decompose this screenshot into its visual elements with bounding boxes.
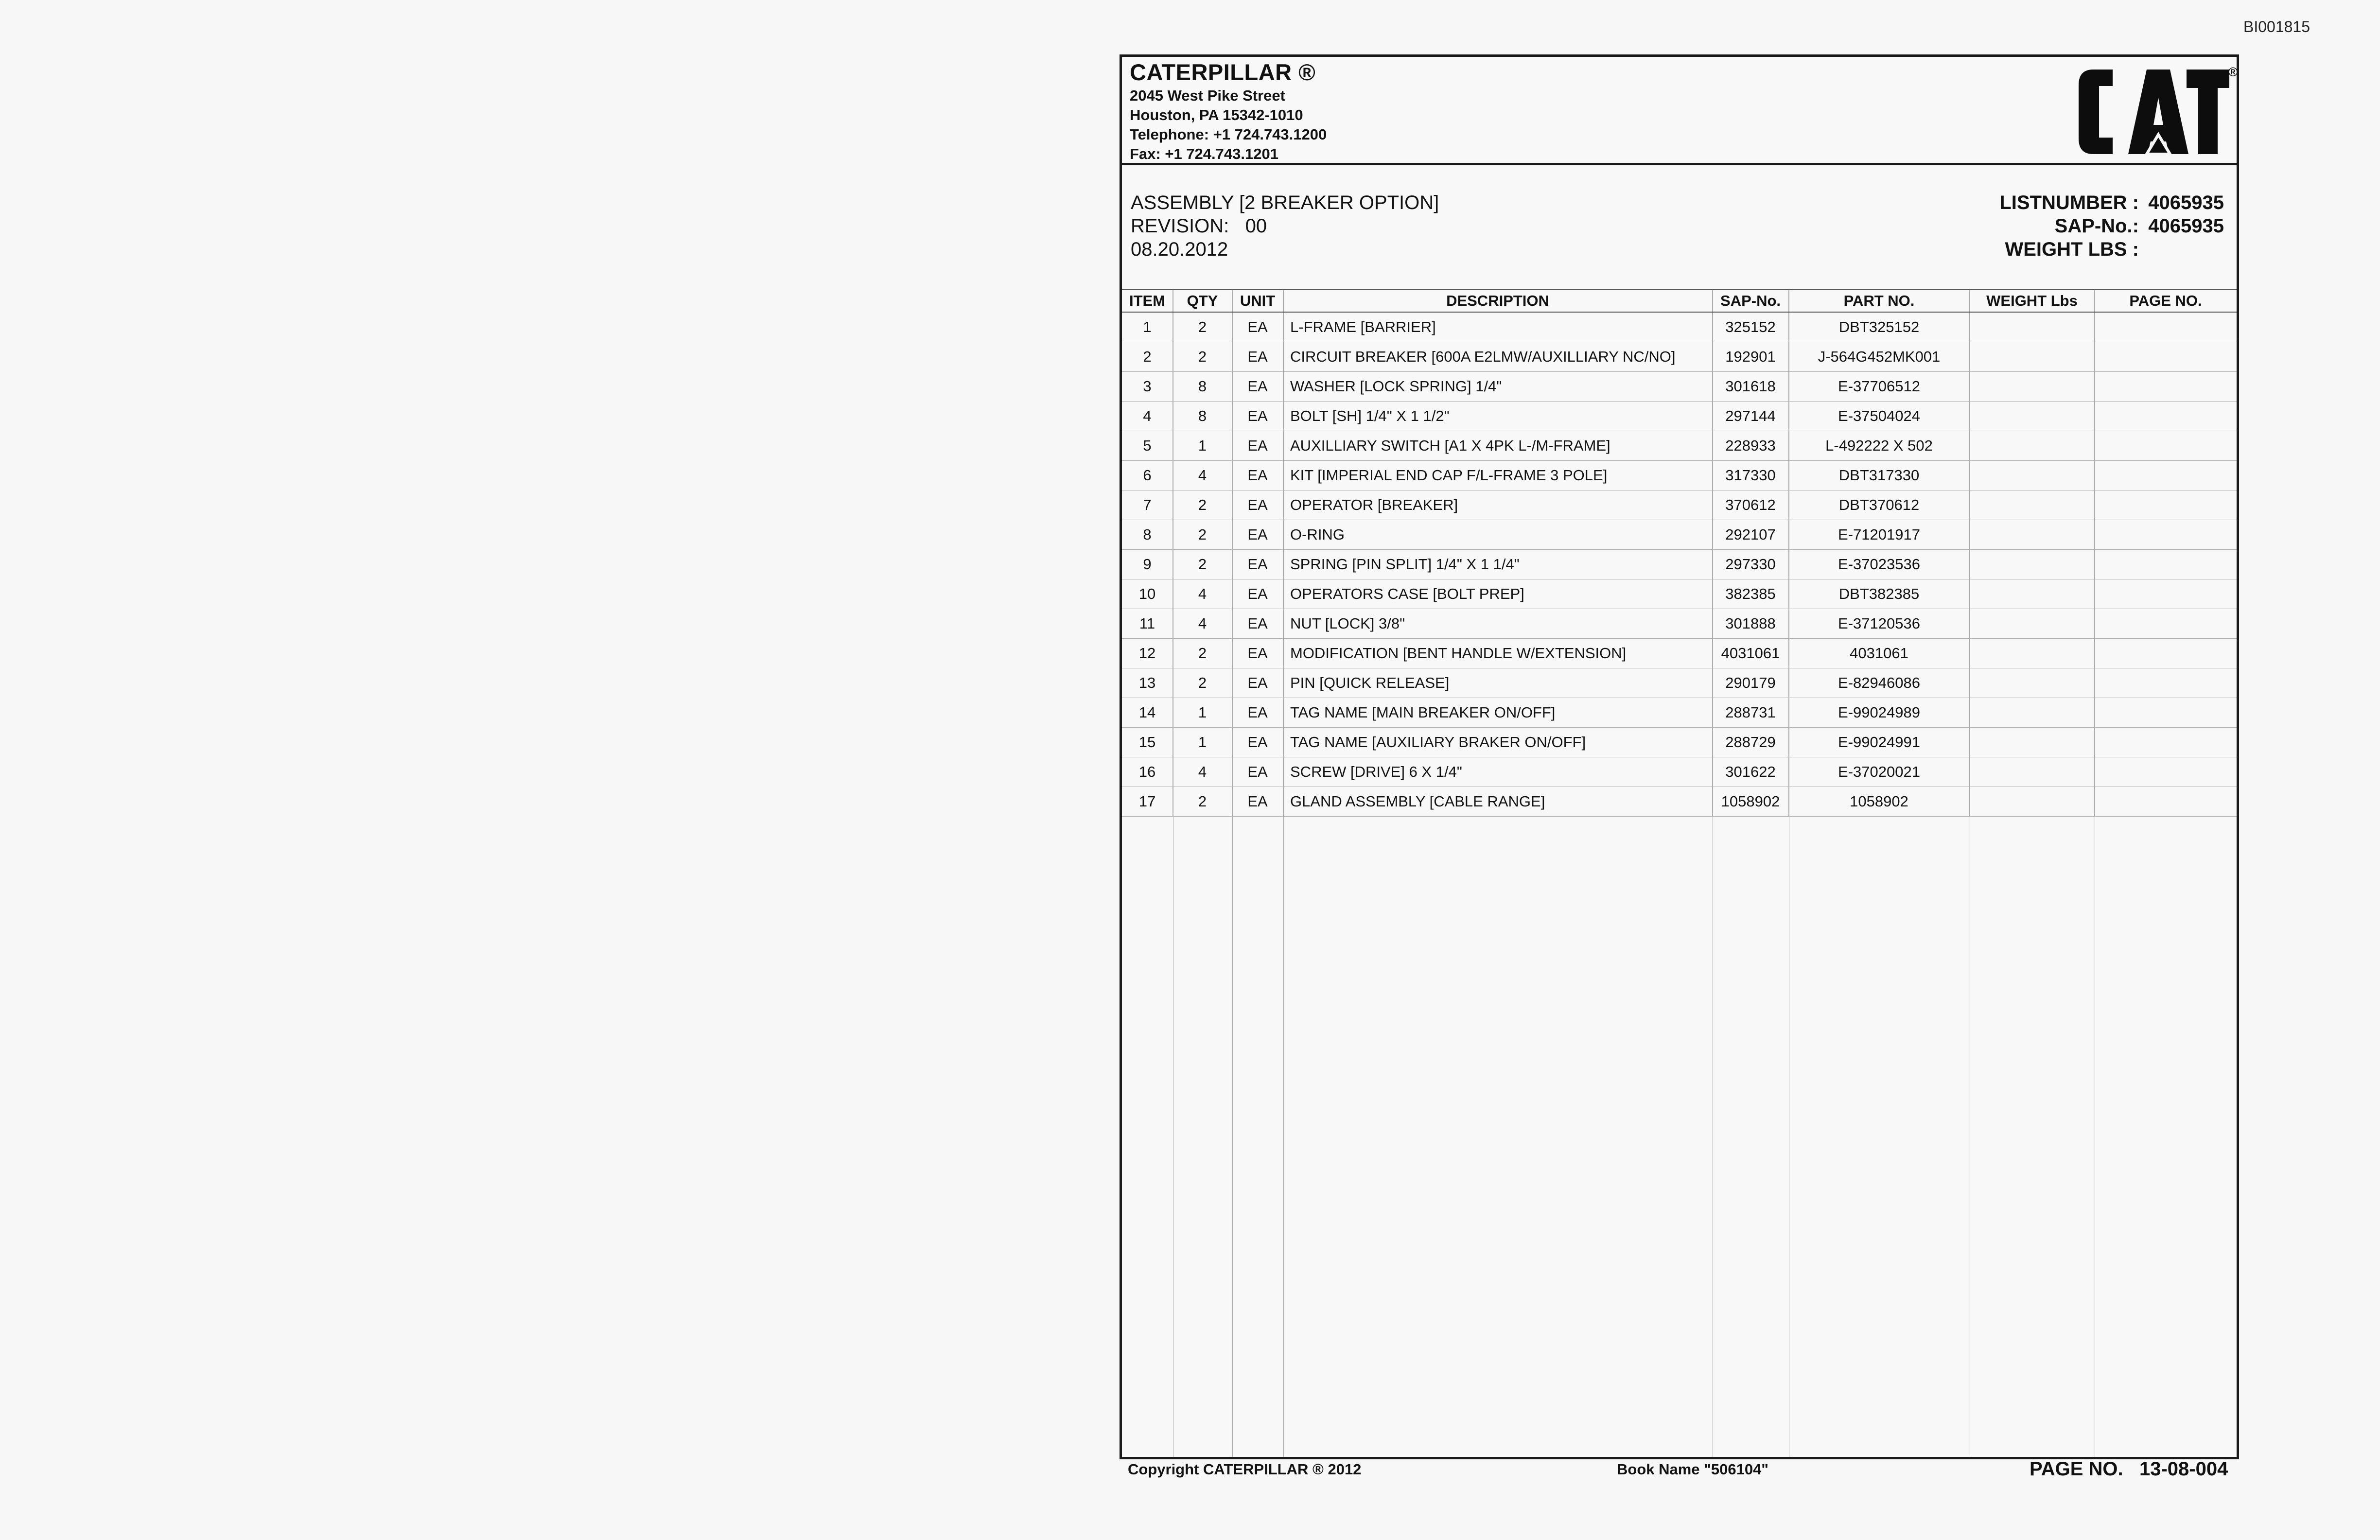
assembly-title-block — [1131, 191, 1439, 261]
cell-unit: EA — [1232, 342, 1283, 371]
cell-page — [2095, 787, 2237, 816]
cell-sap: 228933 — [1713, 431, 1789, 460]
cell-item: 11 — [1122, 609, 1173, 638]
cell-sap: 1058902 — [1713, 787, 1789, 816]
table-row — [1122, 579, 2237, 609]
company-telephone: Telephone: +1 724.743.1200 — [1130, 126, 1327, 143]
cell-weight — [1970, 639, 2095, 668]
cell-unit: EA — [1232, 698, 1283, 727]
header-item: ITEM — [1122, 290, 1173, 312]
listnumber-row — [1999, 191, 2224, 214]
cell-description: OPERATOR [BREAKER] — [1283, 490, 1713, 520]
assembly-title: ASSEMBLY [2 BREAKER OPTION] — [1131, 192, 1439, 213]
cell-part: J-564G452MK001 — [1789, 342, 1970, 371]
cell-part: E-99024991 — [1789, 728, 1970, 757]
list-info-block — [1999, 191, 2224, 261]
parts-table — [1122, 289, 2237, 817]
revision-value: 00 — [1245, 215, 1267, 237]
cell-sap: 301622 — [1713, 757, 1789, 787]
table-row — [1122, 431, 2237, 461]
cell-sap: 297144 — [1713, 402, 1789, 431]
cell-qty: 2 — [1173, 639, 1232, 668]
cell-weight — [1970, 372, 2095, 401]
table-row — [1122, 313, 2237, 342]
cell-weight — [1970, 520, 2095, 549]
cell-item: 9 — [1122, 550, 1173, 579]
cell-description: OPERATORS CASE [BOLT PREP] — [1283, 579, 1713, 609]
cell-unit: EA — [1232, 757, 1283, 787]
cell-description: SPRING [PIN SPLIT] 1/4" X 1 1/4" — [1283, 550, 1713, 579]
cell-qty: 8 — [1173, 402, 1232, 431]
cell-page — [2095, 698, 2237, 727]
table-row — [1122, 787, 2237, 817]
cell-page — [2095, 342, 2237, 371]
cell-page — [2095, 313, 2237, 342]
table-row — [1122, 402, 2237, 431]
cell-page — [2095, 520, 2237, 549]
cell-qty: 1 — [1173, 431, 1232, 460]
cell-part: DBT370612 — [1789, 490, 1970, 520]
table-row — [1122, 342, 2237, 372]
cell-unit: EA — [1232, 609, 1283, 638]
cell-weight — [1970, 579, 2095, 609]
cell-page — [2095, 668, 2237, 698]
cell-qty: 2 — [1173, 342, 1232, 371]
cell-item: 7 — [1122, 490, 1173, 520]
cell-unit: EA — [1232, 461, 1283, 490]
cell-sap: 297330 — [1713, 550, 1789, 579]
header-page: PAGE NO. — [2129, 292, 2202, 309]
listnumber-value: 4065935 — [2148, 192, 2224, 213]
header-sap: SAP-No. — [1713, 290, 1789, 312]
footer-copyright: Copyright CATERPILLAR ® 2012 — [1128, 1461, 1362, 1478]
cell-unit: EA — [1232, 668, 1283, 698]
cell-description: L-FRAME [BARRIER] — [1283, 313, 1713, 342]
cell-item: 3 — [1122, 372, 1173, 401]
cell-sap: 192901 — [1713, 342, 1789, 371]
sap-value: 4065935 — [2148, 215, 2224, 237]
revision-row — [1131, 214, 1439, 238]
cell-item: 2 — [1122, 342, 1173, 371]
listnumber-label: LISTNUMBER : — [1999, 192, 2139, 213]
cell-part: 4031061 — [1789, 639, 1970, 668]
cell-weight — [1970, 490, 2095, 520]
cell-sap: 288729 — [1713, 728, 1789, 757]
cell-page — [2095, 639, 2237, 668]
cell-part: E-37020021 — [1789, 757, 1970, 787]
cell-description: TAG NAME [MAIN BREAKER ON/OFF] — [1283, 698, 1713, 727]
footer-page-label: PAGE NO. — [2030, 1458, 2123, 1480]
cell-description: WASHER [LOCK SPRING] 1/4" — [1283, 372, 1713, 401]
cell-qty: 4 — [1173, 757, 1232, 787]
cell-page — [2095, 609, 2237, 638]
cell-weight — [1970, 342, 2095, 371]
cell-weight — [1970, 609, 2095, 638]
table-row — [1122, 668, 2237, 698]
table-body — [1122, 313, 2237, 817]
cell-unit: EA — [1232, 787, 1283, 816]
cell-page — [2095, 431, 2237, 460]
cell-description: BOLT [SH] 1/4" X 1 1/2" — [1283, 402, 1713, 431]
header-qty: QTY — [1173, 290, 1232, 312]
cell-unit: EA — [1232, 520, 1283, 549]
cell-qty: 2 — [1173, 668, 1232, 698]
company-address-block — [1130, 59, 1327, 164]
table-row — [1122, 461, 2237, 490]
cell-sap: 292107 — [1713, 520, 1789, 549]
cell-unit: EA — [1232, 402, 1283, 431]
cell-description: NUT [LOCK] 3/8" — [1283, 609, 1713, 638]
cell-qty: 2 — [1173, 313, 1232, 342]
cell-unit: EA — [1232, 728, 1283, 757]
cell-weight — [1970, 431, 2095, 460]
cell-page — [2095, 402, 2237, 431]
table-row — [1122, 550, 2237, 579]
header-unit: UNIT — [1232, 290, 1283, 312]
cell-part: L-492222 X 502 — [1789, 431, 1970, 460]
cell-qty: 8 — [1173, 372, 1232, 401]
cell-weight — [1970, 550, 2095, 579]
cell-item: 6 — [1122, 461, 1173, 490]
header-divider — [1122, 163, 2237, 165]
cell-item: 15 — [1122, 728, 1173, 757]
company-fax: Fax: +1 724.743.1201 — [1130, 145, 1278, 162]
cell-description: SCREW [DRIVE] 6 X 1/4" — [1283, 757, 1713, 787]
cell-sap: 382385 — [1713, 579, 1789, 609]
cell-sap: 325152 — [1713, 313, 1789, 342]
cell-page — [2095, 490, 2237, 520]
cell-description: CIRCUIT BREAKER [600A E2LMW/AUXILLIARY NC/NO] — [1283, 342, 1713, 371]
cell-description: AUXILLIARY SWITCH [A1 X 4PK L-/M-FRAME] — [1283, 431, 1713, 460]
header-description: DESCRIPTION — [1283, 290, 1713, 312]
cell-unit: EA — [1232, 372, 1283, 401]
cell-sap: 317330 — [1713, 461, 1789, 490]
cell-weight — [1970, 313, 2095, 342]
sap-row — [1999, 214, 2224, 238]
cell-qty: 2 — [1173, 550, 1232, 579]
cell-qty: 2 — [1173, 787, 1232, 816]
cell-part: E-99024989 — [1789, 698, 1970, 727]
cell-part: E-71201917 — [1789, 520, 1970, 549]
cell-sap: 370612 — [1713, 490, 1789, 520]
cell-weight — [1970, 698, 2095, 727]
table-row — [1122, 609, 2237, 639]
cell-part: DBT325152 — [1789, 313, 1970, 342]
table-row — [1122, 520, 2237, 550]
header-weight: WEIGHT Lbs — [1970, 290, 2095, 312]
table-row — [1122, 372, 2237, 402]
table-header-row — [1122, 289, 2237, 313]
cat-logo — [2074, 65, 2238, 158]
cell-part: E-37706512 — [1789, 372, 1970, 401]
cell-sap: 288731 — [1713, 698, 1789, 727]
cell-qty: 2 — [1173, 490, 1232, 520]
table-row — [1122, 490, 2237, 520]
company-city: Houston, PA 15342-1010 — [1130, 106, 1303, 123]
footer-book-name: Book Name "506104" — [1617, 1461, 1768, 1478]
cell-description: MODIFICATION [BENT HANDLE W/EXTENSION] — [1283, 639, 1713, 668]
cell-item: 17 — [1122, 787, 1173, 816]
weight-row — [1999, 238, 2224, 261]
cell-item: 10 — [1122, 579, 1173, 609]
footer-page-number — [2030, 1458, 2228, 1480]
parts-list-sheet — [1120, 54, 2239, 1459]
cell-sap: 290179 — [1713, 668, 1789, 698]
cell-qty: 4 — [1173, 609, 1232, 638]
cell-page — [2095, 372, 2237, 401]
cell-description: O-RING — [1283, 520, 1713, 549]
cell-part: DBT317330 — [1789, 461, 1970, 490]
cell-item: 16 — [1122, 757, 1173, 787]
cell-page — [2095, 461, 2237, 490]
cell-page — [2095, 757, 2237, 787]
cell-unit: EA — [1232, 579, 1283, 609]
footer-page-value: 13-08-004 — [2139, 1458, 2228, 1480]
cell-part: DBT382385 — [1789, 579, 1970, 609]
cell-part: 1058902 — [1789, 787, 1970, 816]
cell-item: 1 — [1122, 313, 1173, 342]
table-row — [1122, 639, 2237, 668]
cell-page — [2095, 579, 2237, 609]
cell-unit: EA — [1232, 431, 1283, 460]
cell-item: 14 — [1122, 698, 1173, 727]
cell-qty: 2 — [1173, 520, 1232, 549]
table-row — [1122, 728, 2237, 757]
cell-item: 5 — [1122, 431, 1173, 460]
cell-part: E-37023536 — [1789, 550, 1970, 579]
table-row — [1122, 757, 2237, 787]
cell-weight — [1970, 402, 2095, 431]
cell-sap: 301888 — [1713, 609, 1789, 638]
cell-qty: 1 — [1173, 728, 1232, 757]
cell-qty: 4 — [1173, 579, 1232, 609]
cell-unit: EA — [1232, 550, 1283, 579]
cell-description: PIN [QUICK RELEASE] — [1283, 668, 1713, 698]
cell-qty: 1 — [1173, 698, 1232, 727]
sap-label: SAP-No.: — [2054, 215, 2139, 237]
cell-weight — [1970, 757, 2095, 787]
company-street: 2045 West Pike Street — [1130, 87, 1285, 104]
weight-value — [2139, 238, 2224, 261]
cell-page — [2095, 728, 2237, 757]
cell-description: GLAND ASSEMBLY [CABLE RANGE] — [1283, 787, 1713, 816]
cell-part: E-37504024 — [1789, 402, 1970, 431]
company-name: CATERPILLAR ® — [1130, 59, 1316, 85]
cell-weight — [1970, 728, 2095, 757]
cell-part: E-82946086 — [1789, 668, 1970, 698]
revision-label: REVISION: — [1131, 215, 1229, 237]
cell-weight — [1970, 668, 2095, 698]
cell-item: 13 — [1122, 668, 1173, 698]
weight-label: WEIGHT LBS : — [2005, 239, 2139, 260]
cell-description: KIT [IMPERIAL END CAP F/L-FRAME 3 POLE] — [1283, 461, 1713, 490]
cell-sap: 301618 — [1713, 372, 1789, 401]
cell-item: 8 — [1122, 520, 1173, 549]
cell-sap: 4031061 — [1713, 639, 1789, 668]
header-part: PART NO. — [1789, 290, 1970, 312]
cell-weight — [1970, 787, 2095, 816]
cell-item: 4 — [1122, 402, 1173, 431]
cell-item: 12 — [1122, 639, 1173, 668]
cell-description: TAG NAME [AUXILIARY BRAKER ON/OFF] — [1283, 728, 1713, 757]
document-date: 08.20.2012 — [1131, 239, 1228, 260]
cell-part: E-37120536 — [1789, 609, 1970, 638]
cell-unit: EA — [1232, 490, 1283, 520]
table-row — [1122, 698, 2237, 728]
cell-unit: EA — [1232, 313, 1283, 342]
cell-weight — [1970, 461, 2095, 490]
document-id: BI001815 — [2243, 18, 2310, 35]
cell-unit: EA — [1232, 639, 1283, 668]
cell-page — [2095, 550, 2237, 579]
logo-registered-mark: ® — [2228, 65, 2238, 79]
cell-qty: 4 — [1173, 461, 1232, 490]
